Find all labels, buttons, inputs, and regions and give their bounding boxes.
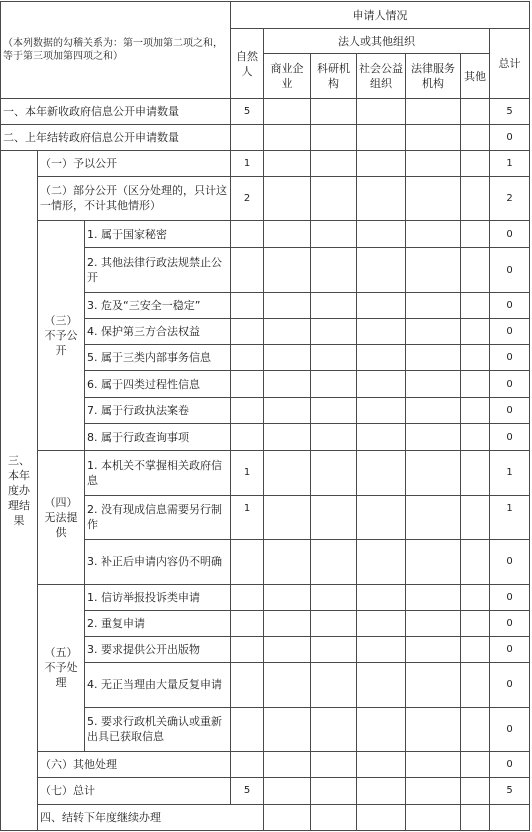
results-group-label: 三、本年度办理结果 — [1, 151, 38, 831]
row-label: 5. 要求行政机关确认或重新出具已获取信息 — [85, 707, 231, 751]
total-cell: 1 — [490, 451, 530, 495]
row-label: 4. 保护第三方合法权益 — [85, 318, 231, 344]
row-label: 一、本年新收政府信息公开申请数量 — [1, 98, 231, 124]
row-label: （七）总计 — [38, 778, 231, 804]
row-label: 3. 危及“三安全一稳定” — [85, 292, 231, 318]
disclosure-statistics-table — [0, 1, 530, 831]
table-row — [1, 451, 530, 495]
row-label: 2. 其他法律行政法规禁止公开 — [85, 248, 231, 292]
total-cell: 1 — [490, 495, 530, 539]
total-cell: 0 — [490, 221, 530, 248]
not-process-label: （五）不予处理 — [38, 584, 85, 752]
legal-entities-header: 法人或其他组织 — [264, 29, 490, 54]
table-row — [1, 584, 530, 610]
row-label: 4. 无正当理由大量反复申请 — [85, 663, 231, 707]
natural-cell: 1 — [231, 451, 264, 495]
total-cell: 2 — [490, 176, 530, 220]
natural-cell: 5 — [231, 778, 264, 804]
table-row — [1, 804, 530, 830]
total-cell: 0 — [490, 125, 530, 151]
total-cell: 1 — [490, 151, 530, 176]
total-cell: 5 — [490, 778, 530, 804]
total-cell: 0 — [490, 423, 530, 450]
row-label: 3. 补正后申请内容仍不明确 — [85, 540, 231, 584]
total-cell: 0 — [490, 345, 530, 371]
total-cell: 0 — [490, 610, 530, 636]
table-row — [1, 98, 530, 124]
natural-cell: 2 — [231, 176, 264, 220]
table-row — [1, 752, 530, 778]
relationship-note: （本列数据的勾稽关系为：第一项加第二项之和，等于第三项加第四项之和） — [1, 2, 231, 99]
row-label: 1. 本机关不掌握相关政府信息 — [85, 451, 231, 495]
applicant-info-header: 申请人情况 — [231, 2, 530, 29]
business-header: 商业企业 — [264, 54, 311, 98]
total-cell: 0 — [490, 318, 530, 344]
row-label: 8. 属于行政查询事项 — [85, 423, 231, 450]
total-cell: 0 — [490, 707, 530, 751]
natural-cell: 1 — [231, 495, 264, 539]
row-label: 1. 属于国家秘密 — [85, 221, 231, 248]
total-cell: 0 — [490, 540, 530, 584]
total-cell: 0 — [490, 663, 530, 707]
natural-cell: 1 — [231, 151, 264, 176]
row-label: （一）予以公开 — [38, 151, 231, 176]
table-row — [1, 151, 530, 176]
total-cell: 0 — [490, 248, 530, 292]
table-row — [1, 176, 530, 220]
unable-label: （四）无法提供 — [38, 451, 85, 584]
total-cell: 0 — [490, 584, 530, 610]
total-cell: 0 — [490, 397, 530, 423]
row-label: 四、结转下年度继续办理 — [38, 804, 264, 830]
row-label: 6. 属于四类过程性信息 — [85, 371, 231, 397]
row-label: 5. 属于三类内部事务信息 — [85, 345, 231, 371]
row-label: （六）其他处理 — [38, 752, 231, 778]
total-cell: 0 — [490, 752, 530, 778]
research-header: 科研机构 — [311, 54, 357, 98]
table-row — [1, 125, 530, 151]
table-row — [1, 221, 530, 248]
row-label: 3. 要求提供公开出版物 — [85, 637, 231, 663]
row-label: 1. 信访举报投诉类申请 — [85, 584, 231, 610]
legal-service-header: 法律服务机构 — [406, 54, 461, 98]
not-publish-label: （三）不予公开 — [38, 221, 85, 451]
natural-cell: 5 — [231, 98, 264, 124]
total-cell: 0 — [490, 292, 530, 318]
natural-person-header: 自然人 — [231, 29, 264, 99]
total-cell: 0 — [490, 637, 530, 663]
row-label: 二、上年结转政府信息公开申请数量 — [1, 125, 231, 151]
total-header: 总计 — [490, 29, 530, 99]
total-cell: 0 — [490, 371, 530, 397]
row-label: 2. 重复申请 — [85, 610, 231, 636]
row-label: 7. 属于行政执法案卷 — [85, 397, 231, 423]
other-header: 其他 — [461, 54, 490, 98]
row-label: （二）部分公开（区分处理的，只计这一情形，不计其他情形） — [38, 176, 231, 220]
table-row — [1, 778, 530, 804]
total-cell: 5 — [490, 98, 530, 124]
social-header: 社会公益组织 — [357, 54, 406, 98]
row-label: 2. 没有现成信息需要另行制作 — [85, 495, 231, 539]
